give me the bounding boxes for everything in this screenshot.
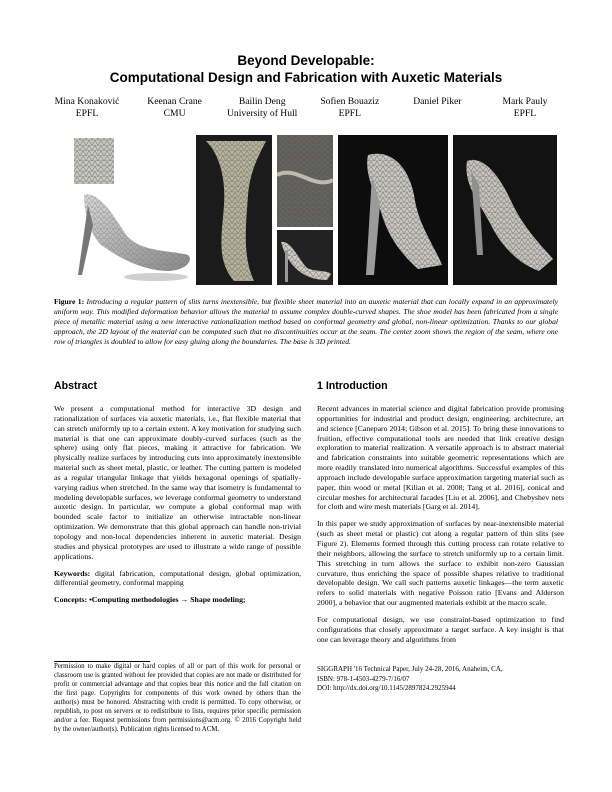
author: [219, 96, 305, 120]
intro-paragraph-1: Recent advances in material science and digital fabrication provide promising opportunities for industrial and product design, engineering, architecture, art and science [Caneparo 2014; Gibson et al. 2015]. To bring these innovations to fruition, effective computational tools are needed that link creative design exploration to material realization. A versatile approach is to abstract material and fabrication constraints into suitable geometric representations which are more readily translated into numerical algorithms. Successful examples of this approach include developable surface approximation targeting material such as paper, thin wood or metal [Kilian et al. 2008; Tang et al. 2016], conical and circular meshes for architectural facades [Liu et al. 2006], and Chebyshev nets for cloth and wire mesh materials [Garg et al. 2014].: [317, 404, 564, 512]
permission-notice: Permission to make digital or hard copies of all or part of this work for personal or classroom use is granted without fee provided that copies are not made or distributed for profit or commercial advantage and that copies bear this notice and the full citation on the first page. Copyrights for components of this work owned by others than the author(s) must be honored. Abstracting with credit is permitted. To copy otherwise, or republish, to post on servers or to redistribute to lists, requires prior specific permission and/or a fee. Request permissions from permissions@acm.org. © 2016 Copyright held by the owner/author(s). Publication rights licensed to ACM.: [54, 663, 301, 733]
author-list: [44, 96, 568, 120]
author-name: Daniel Piker: [413, 96, 462, 107]
keywords-text: digital fabrication, computational design, global optimization, differential geometry, conformal mapping: [54, 568, 302, 588]
figure-1-caption: [54, 297, 558, 347]
author: [132, 96, 218, 120]
keywords-label: Keywords:: [54, 568, 91, 578]
author-name: Keenan Crane: [147, 96, 202, 107]
keywords: [54, 569, 301, 589]
author-name: Mina Konaković: [54, 96, 120, 107]
abstract-heading: Abstract: [54, 380, 97, 392]
flat-pattern-image: [196, 135, 272, 285]
figure-caption-text: Introducing a regular pattern of slits turns inextensible, but flexible sheet material into an auxetic material that can locally expand in an approximately uniform way. This modified deformation behavior allows the material to assume complex double-curved shapes. The shoe model has been fabricated from a single piece of metallic material using a new interactive rationalization method based on conformal geometry and global, non-linear optimization. Thanks to our global approach, the 2D layout of the material can be computed such that no discontinuities occur at the seam. The center zoom shows the region of the seam, where one row of triangles is doubled to allow for easy gluing along the boundaries. The base is 3D printed.: [54, 297, 558, 347]
paper-title-line2: Computational Design and Fabrication with Auxetic Materials: [109, 70, 503, 85]
author: [482, 96, 568, 120]
fabricated-shoe-front-image: [453, 135, 557, 285]
concepts: [54, 595, 301, 605]
author: [394, 96, 480, 120]
concepts-label: Concepts:: [54, 595, 88, 605]
author-affiliation: EPFL: [75, 108, 99, 119]
seam-zoom-image: [277, 135, 333, 227]
shoe-detail-image: [277, 230, 333, 285]
author-affiliation: EPFL: [513, 108, 537, 119]
paper-title-line1: Beyond Developable:: [237, 53, 375, 68]
isbn-line: ISBN: 978-1-4503-4279-7/16/07: [317, 674, 410, 683]
doi-line: DOI: http://dx.doi.org/10.1145/2897824.2925944: [317, 684, 456, 692]
author: [44, 96, 130, 120]
abstract-column: [54, 404, 301, 605]
conference-info: [317, 665, 564, 694]
figure-label: Figure 1:: [54, 297, 85, 306]
author-affiliation: EPFL: [338, 108, 361, 119]
footnote-rule: [54, 661, 150, 662]
abstract-body: We present a computational method for interactive 3D design and rationalization of surfaces via auxetic materials, i.e., flat flexible material that can stretch uniformly up to a certain extent. A key motivation for studying such material is that one can approximate doubly-curved surfaces (such as the sphere) using only flat pieces, making it attractive for fabrication. We physically realize surfaces by introducing cuts into approximately inextensible material such as sheet metal, plastic, or leather. The cutting pattern is modeled as a regular triangular linkage that yields hexagonal openings of spatially-varying radius when stretched. In the same way that isometry is fundamental to modeling developable surfaces, we leverage conformal geometry to understand auxetic design. In particular, we compute a global conformal map with bounded scale factor to initialize an otherwise intractable non-linear optimization. We demonstrate that this global approach can handle non-trivial topology and non-local dependencies inherent in auxetic material. Design studies and physical prototypes are used to illustrate a wide range of possible applications.: [54, 404, 301, 561]
introduction-column: [317, 404, 564, 651]
author-affiliation: CMU: [163, 108, 186, 119]
conference-line: SIGGRAPH '16 Technical Paper, July 24-28, 2016, Anaheim, CA,: [317, 665, 503, 673]
author-name: Sofien Bouaziz: [320, 96, 380, 107]
author-name: Mark Pauly: [502, 96, 548, 107]
fabricated-shoe-side-image: [338, 135, 448, 285]
author: [307, 96, 393, 120]
concepts-text: •Computing methodologies → Shape modeling;: [89, 595, 246, 605]
introduction-heading: 1 Introduction: [317, 380, 388, 392]
figure-1-images: [56, 135, 557, 285]
author-affiliation: University of Hull: [227, 108, 298, 119]
intro-paragraph-2: In this paper we study approximation of surfaces by near-inextensible material (such as sheet metal or plastic) cut along a regular pattern of thin slits (see Figure 2). Elements formed through this cutting process can rotate relative to their neighbors, allowing the surface to stretch uniformly up to a certain limit. This stretching in turn allows the surface to exhibit non-zero Gaussian curvature, thus enriching the space of possible shapes relative to traditional developable design. We call such patterns auxetic linkages—the term auxetic refers to solid materials with negative Poisson ratio [Evans and Alderson 2000], a behavior that our augmented materials exhibit at the macro scale.: [317, 519, 564, 608]
shoe-render-image: [56, 135, 196, 285]
intro-paragraph-3: For computational design, we use constraint-based optimization to find configurations that closely approximate a target surface. A key insight is that one can leverage theory and algorithms from: [317, 614, 564, 644]
author-name: Bailin Deng: [238, 96, 286, 107]
